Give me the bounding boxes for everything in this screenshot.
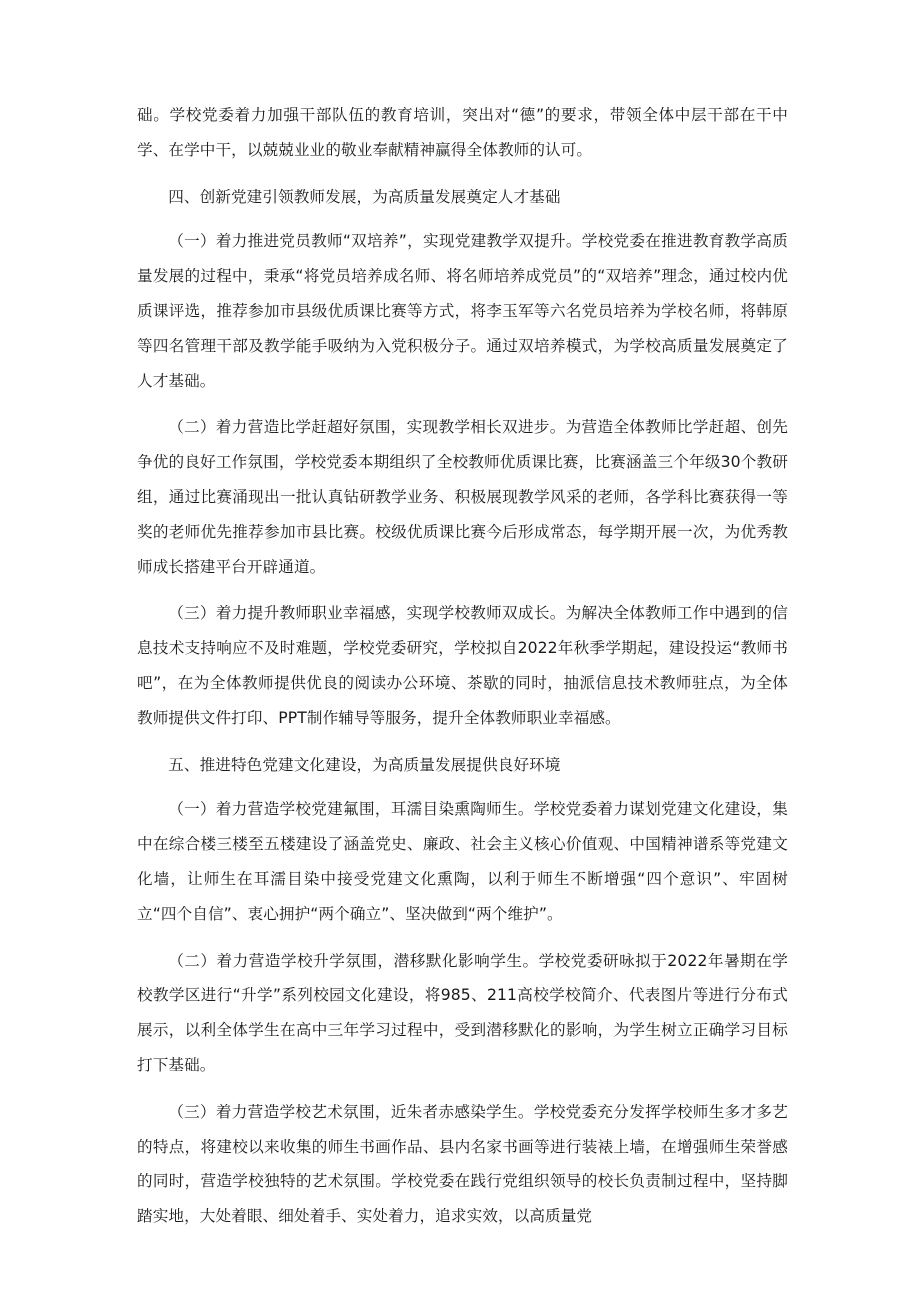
paragraph-4-3: （三）着力提升教师职业幸福感，实现学校教师双成长。为解决全体教师工作中遇到的信息技术支持响应不及时难题，学校党委研究，学校拟自2022年秋季学期起，建设投运“教师书吧”，在为全体教师提供优良的阅读办公环境、茶歇的同时，抽派信息技术教师驻点，为全体教师提供文件打印、PPT制作辅导等服务，提升全体教师职业幸福感。 (137, 604, 788, 727)
paragraph-continuation: 础。学校党委着力加强干部队伍的教育培训，突出对“德”的要求，带领全体中层干部在干中学、在学中干，以兢兢业业的敬业奉献精神赢得全体教师的认可。 (137, 106, 788, 159)
document-body (137, 98, 788, 1246)
paragraph-5-1: （一）着力营造学校党建氟围，耳濡目染熏陶师生。学校党委着力谋划党建文化建设，集中在综合楼三楼至五楼建设了涵盖党史、廉政、社会主义核心价值观、中国精神谱系等党建文化墙，让师生在耳濡目染中接受党建文化熏陶，以利于师生不断增强“四个意识”、牢固树立“四个自信”、衷心拥护“两个确立”、坚决做到“两个维护”。 (137, 800, 788, 923)
paragraph-5-3: （三）着力营造学校艺术氛围，近朱者赤感染学生。学校党委充分发挥学校师生多才多艺的特点，将建校以来收集的师生书画作品、县内名家书画等进行装裱上墙，在增强师生荣誉感的同时，营造学校独特的艺术氛围。学校党委在践行党组织领导的校长负责制过程中，坚持脚踏实地，大处着眼、细处着手、实处着力，追求实效，以高质量党 (137, 1102, 788, 1226)
paragraph-4-2: （二）着力营造比学赶超好氛围，实现教学相长双进步。为营造全体教师比学赶超、创先争优的良好工作氛围，学校党委本期组织了全校教师优质课比赛，比赛涵盖三个年级30个教研组，通过比赛涌现出一批认真钻研教学业务、积极展现教学风采的老师，各学科比赛获得一等奖的老师优先推荐参加市县比赛。校级优质课比赛今后形成常态，每学期开展一次，为优秀教师成长搭建平台开辟通道。 (137, 418, 788, 576)
section-heading-4: 四、创新党建引领教师发展，为高质量发展奠定人才基础 (168, 187, 561, 206)
section-heading-5: 五、推进特色党建文化建设，为高质量发展提供良好环境 (168, 755, 561, 774)
paragraph-4-1: （一）着力推进党员教师“双培养”，实现党建教学双提升。学校党委在推进教育教学高质量发展的过程中，秉承“将党员培养成名师、将名师培养成党员”的“双培养”理念，通过校内优质课评选，推荐参加市县级优质课比赛等方式，将李玉军等六名党员培养为学校名师，将韩原等四名管理干部及教学能手吸纳为入党积极分子。通过双培养模式，为学校高质量发展奠定了人才基础。 (137, 232, 788, 390)
paragraph-5-2: （二）着力营造学校升学氛围，潜移默化影响学生。学校党委研咏拟于2022年暑期在学校教学区进行“升学”系列校园文化建设，将985、211高校学校简介、代表图片等进行分布式展示，以利全体学生在高中三年学习过程中，受到潜移默化的影响，为学生树立正确学习目标打下基础。 (137, 951, 788, 1074)
